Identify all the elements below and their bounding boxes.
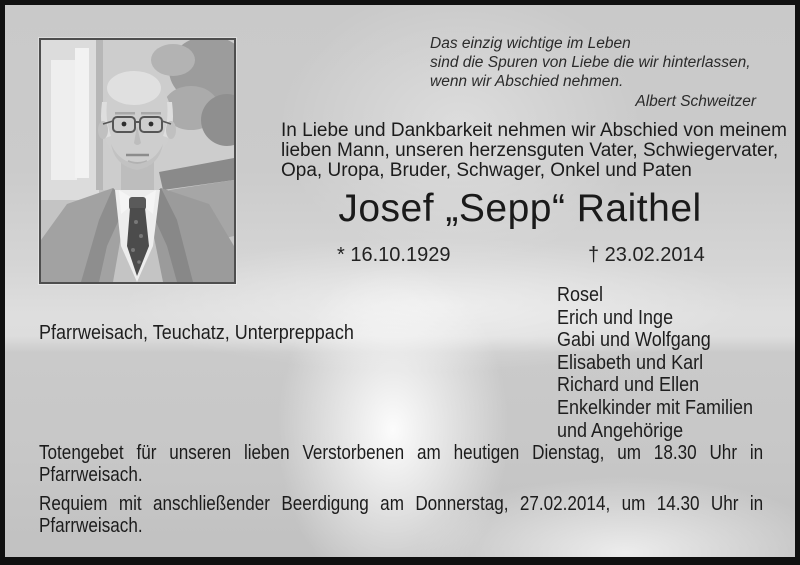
mourner-item: Elisabeth und Karl [557, 351, 704, 374]
mourner-item: Enkelkinder mit Familien [557, 396, 754, 419]
death-date: † 23.02.2014 [588, 244, 705, 266]
farewell-intro-text [281, 120, 787, 181]
announcement-requiem [39, 493, 763, 537]
mourner-item: Erich und Inge [557, 306, 674, 329]
service-announcements [39, 442, 763, 537]
mourner-list [557, 284, 775, 442]
quote-attribution: Albert Schweitzer [635, 92, 756, 110]
quote-line: wenn wir Abschied nehmen. [430, 73, 624, 90]
places-text: Pfarrweisach, Teuchatz, Unterpreppach [39, 322, 354, 344]
announcement-line: Totengebet für unseren lieben Verstorbenen am heutigen Dienstag, um 18.30 Uhr in [39, 442, 764, 464]
mourner-item: und Angehörige [557, 419, 684, 442]
quote-line: sind die Spuren von Liebe die wir hinterlassen, [430, 54, 751, 71]
announcement-line: Requiem mit anschließender Beerdigung am Donnerstag, 27.02.2014, um 14.30 Uhr in [39, 493, 764, 515]
deceased-portrait-photo [39, 38, 236, 284]
places-line [39, 322, 389, 345]
mourner-item: Richard und Ellen [557, 374, 700, 397]
mourner-item: Rosel [557, 284, 604, 306]
announcement-totengebet [39, 442, 763, 486]
portrait-photo-image [41, 40, 234, 282]
intro-line: Opa, Uropa, Bruder, Schwager, Onkel und Paten [281, 159, 692, 181]
intro-line: lieben Mann, unseren herzensguten Vater, Schwiegervater, [281, 139, 779, 161]
announcement-line: Pfarrweisach. [39, 464, 143, 486]
birth-date: * 16.10.1929 [337, 244, 451, 266]
deceased-name: Josef „Sepp“ Raithel [338, 187, 702, 230]
intro-line: In Liebe und Dankbarkeit nehmen wir Abschied von meinem [281, 120, 787, 141]
announcement-line: Pfarrweisach. [39, 515, 143, 537]
quote-line: Das einzig wichtige im Leben [430, 35, 631, 52]
memorial-quote [430, 34, 764, 111]
notice-paper-background [5, 5, 795, 557]
mourner-item: Gabi und Wolfgang [557, 329, 711, 352]
